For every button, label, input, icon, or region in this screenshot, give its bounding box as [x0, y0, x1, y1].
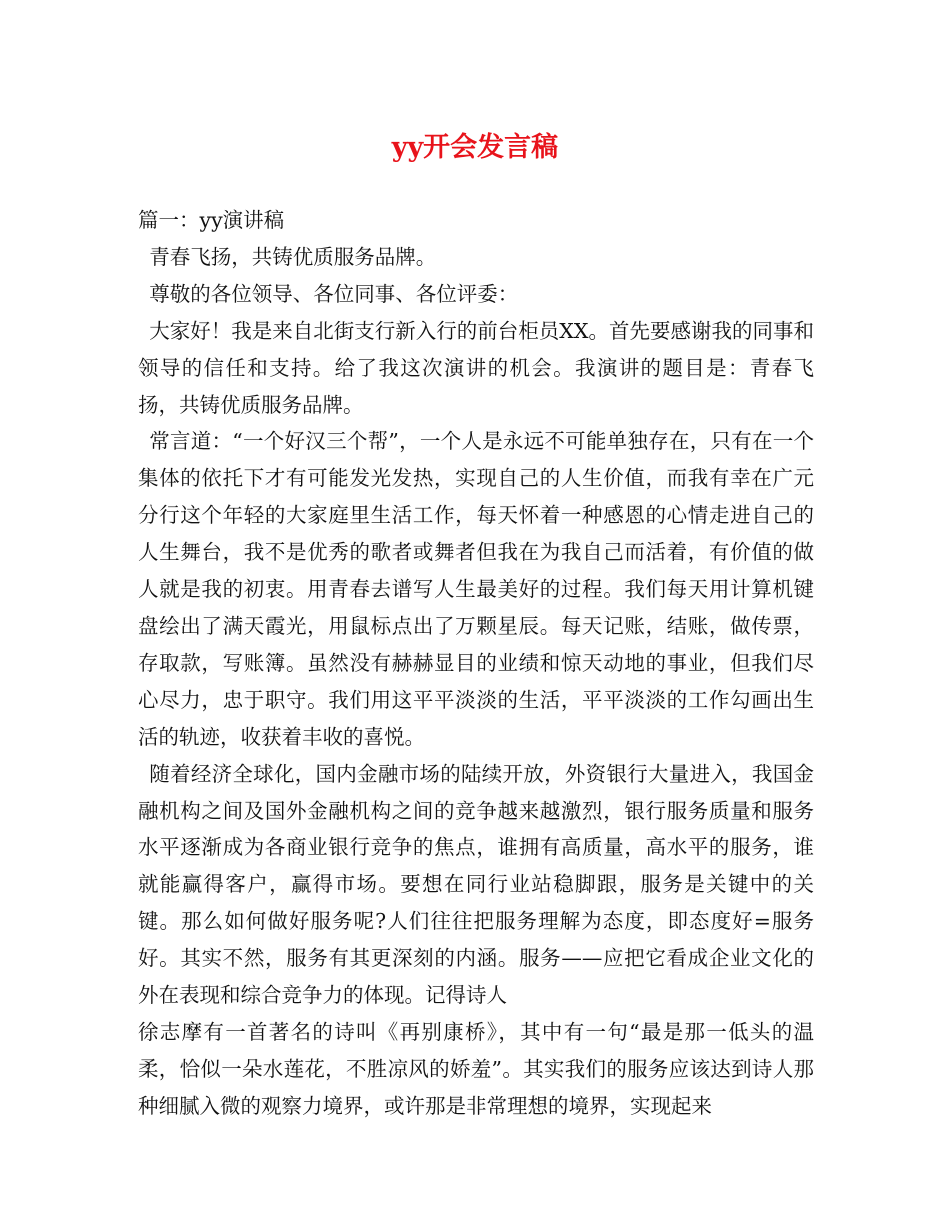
- document-title: yy开会发言稿: [391, 132, 559, 163]
- section-heading: 篇一：yy演讲稿: [138, 208, 285, 232]
- paragraph: 随着经济全球化，国内金融市场的陆续开放，外资银行大量进入，我国金融机构之间及国外金融机构之间的竞争越来越激烈，银行服务质量和服务水平逐渐成为各商业银行竞争的焦点，谁拥有高质量，高水平的服务，谁就能赢得客户，赢得市场。要想在同行业站稳脚跟，服务是关键中的关键。那么如何做好服务呢?人们往往把服务理解为态度，即态度好=服务好。其实不然，服务有其更深刻的内涵。服务——应把它看成企业文化的外在表现和综合竞争力的体现。记得诗人: [138, 761, 814, 1008]
- salutation: 尊敬的各位领导、各位同事、各位评委：: [149, 281, 519, 306]
- speech-title: 青春飞扬，共铸优质服务品牌。: [149, 244, 437, 269]
- paragraph: 徐志摩有一首著名的诗叫《再别康桥》，其中有一句“最是那一低头的温柔，恰似一朵水莲花，不胜凉风的娇羞”。其实我们的服务应该达到诗人那种细腻入微的观察力境界，或许那是非常理想的境界，实现起来: [138, 1019, 814, 1118]
- paragraph: 常言道：“一个好汉三个帮”，一个人是永远不可能单独存在，只有在一个集体的依托下才有可能发光发热，实现自己的人生价值，而我有幸在广元分行这个年轻的大家庭里生活工作，每天怀着一种感恩的心情走进自己的人生舞台，我不是优秀的歌者或舞者但我在为我自己而活着，有价值的做人就是我的初衷。用青春去谱写人生最美好的过程。我们每天用计算机键盘绘出了满天霞光，用鼠标点出了万颗星辰。每天记账，结账，做传票，存取款，写账簿。虽然没有赫赫显目的业绩和惊天动地的事业，但我们尽心尽力，忠于职守。我们用这平平淡淡的生活，平平淡淡的工作勾画出生活的轨迹，收获着丰收的喜悦。: [138, 429, 814, 749]
- document-body: [138, 202, 814, 1125]
- paragraph: 大家好！我是来自北街支行新入行的前台柜员XX。首先要感谢我的同事和领导的信任和支持。给了我这次演讲的机会。我演讲的题目是：青春飞扬，共铸优质服务品牌。: [138, 318, 814, 417]
